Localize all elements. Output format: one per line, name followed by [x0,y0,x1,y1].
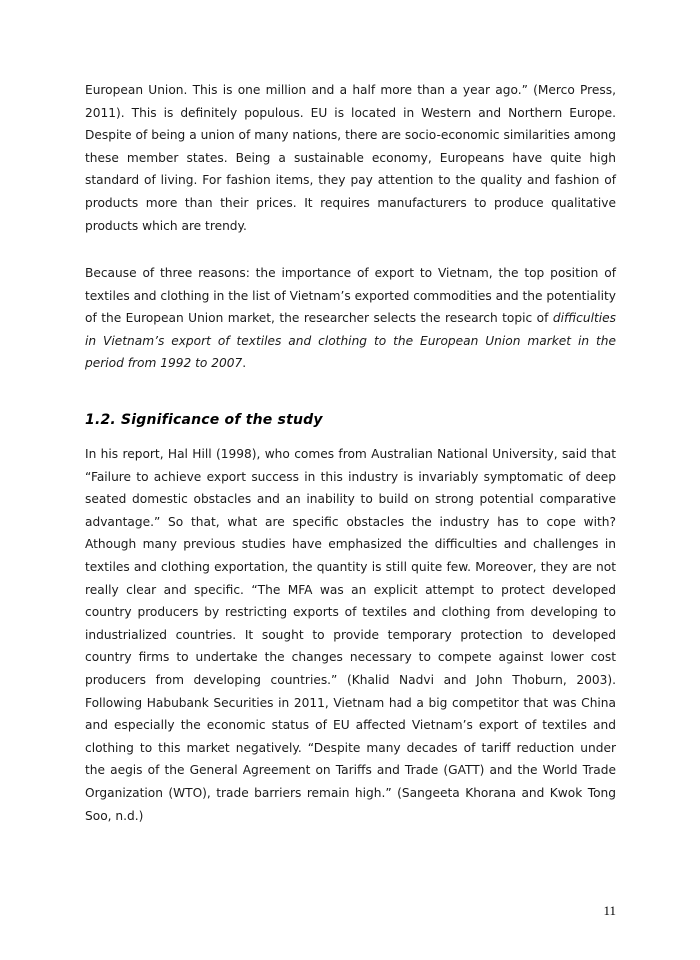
paragraph-research-topic [85,262,616,375]
paragraph-eu-population: European Union. This is one million and a half more than a year ago.” (Merco Press, 2011). This is definitely populous. EU is located in Western and Northern Europe. Despite of being a union of many nations, there are socio-economic similarities among these member states. Being a sustainable economy, Europeans have quite high standard of living. For fashion items, they pay attention to the quality and fashion of products more than their prices. It requires manufacturers to produce qualitative products which are trendy. [85,83,616,233]
paragraph-research-topic-end: . [242,356,247,371]
paragraph-research-topic-text: Because of three reasons: the importance of export to Vietnam, the top position of textiles and clothing in the list of Vietnam’s exported commodities and the potentiality of the European Union market, the researcher selects the research topic of [85,266,616,326]
page-number: 11 [603,903,616,918]
research-topic-italic: difficulties in Vietnam’s export of textiles and clothing to the European Union market in the period from 1992 to 2007 [85,311,616,371]
paragraph-significance: In his report, Hal Hill (1998), who comes from Australian National University, said that “Failure to achieve export success in this industry is invariably symptomatic of deep seated domestic obstacles and an inability to build on strong potential comparative advantage.” So that, what are specific obstacles the industry has to cope with? Athough many previous studies have emphasized the difficulties and challenges in textiles and clothing exportation, the quantity is still quite few. Moreover, they are not really clear and specific. “The MFA was an explicit attempt to protect developed country producers by restricting exports of textiles and clothing from developing to industrialized countries. It sought to provide temporary protection to developed country firms to undertake the changes necessary to compete against lower cost producers from developing countries.” (Khalid Nadvi and John Thoburn, 2003). Following Habubank Securities in 2011, Vietnam had a big competitor that was China and especially the economic status of EU affected Vietnam’s export of textiles and clothing to this market negatively. “Despite many decades of tariff reduction under the aegis of the General Agreement on Tariffs and Trade (GATT) and the World Trade Organization (WTO), trade barriers remain high.” (Sangeeta Khorana and Kwok Tong Soo, n.d.) [85,447,616,823]
section-heading-significance: 1.2. Significance of the study [85,412,323,428]
